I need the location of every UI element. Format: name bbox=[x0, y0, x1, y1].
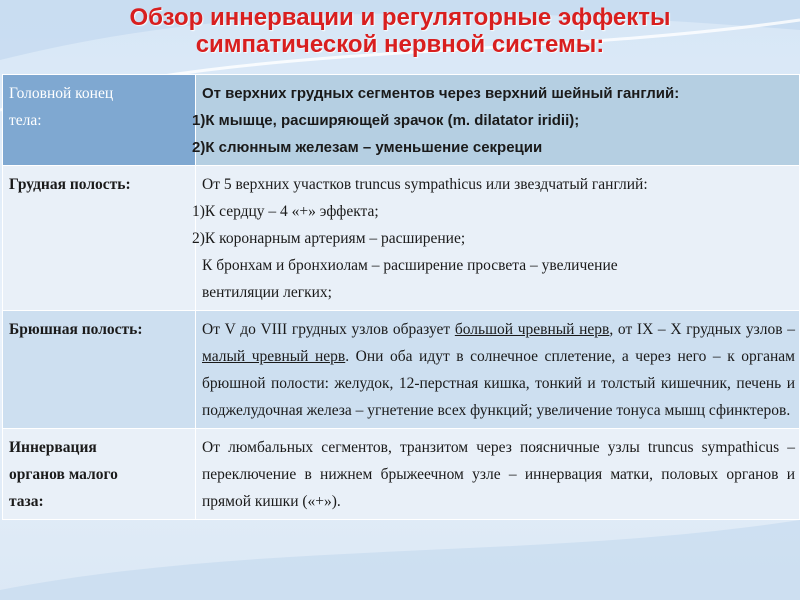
row-label-line: Иннервация bbox=[9, 439, 97, 456]
text-fragment: . Они оба идут в солнечное сплетение, а через него – к органам брюшной полости: желудок, 12-перстная кишка, тонкий и толстый кишечник, печень и поджелудочная железа – угнетение всех функций; увеличение тонуса мышц сфинктеров. bbox=[202, 348, 795, 419]
row-label-abdominal bbox=[3, 311, 196, 429]
table-row-head-end bbox=[3, 75, 800, 166]
row-label-line: Брюшная полость: bbox=[9, 321, 143, 338]
row-label-line: Головной конец bbox=[9, 85, 114, 102]
table-row-abdominal bbox=[3, 311, 800, 429]
row-label-pelvic bbox=[3, 429, 196, 520]
row-content-head bbox=[192, 75, 800, 166]
row-label-head bbox=[3, 75, 196, 166]
text-fragment: От V до VIII грудных узлов образует bbox=[202, 321, 455, 338]
underlined-term: большой чревный нерв bbox=[454, 321, 610, 338]
row-label-line: тела: bbox=[9, 112, 42, 129]
innervation-table bbox=[2, 74, 800, 520]
list-item: 2)К коронарным артериям – расширение; bbox=[192, 230, 466, 247]
table-row-thoracic bbox=[3, 166, 800, 311]
row-text: От люмбальных сегментов, транзитом через поясничные узлы truncus sympathicus – переключение в нижнем брыжеечном узле – иннервация матки, половых органов и прямой кишки («+»). bbox=[202, 439, 795, 510]
row-label-thoracic bbox=[3, 166, 196, 311]
row-content-thoracic bbox=[192, 166, 800, 311]
page-title bbox=[0, 4, 800, 58]
row-tail-text: К бронхам и бронхиолам – расширение просвета – увеличение bbox=[202, 257, 618, 274]
row-label-line: Грудная полость: bbox=[9, 176, 131, 193]
list-item: 1)К сердцу – 4 «+» эффекта; bbox=[192, 203, 379, 220]
row-lead-text: От верхних грудных сегментов через верхний шейный ганглий: bbox=[202, 85, 680, 102]
list-item: 1)К мышце, расширяющей зрачок (m. dilatator iridii); bbox=[192, 112, 580, 129]
title-line-2: симпатической нервной системы: bbox=[195, 31, 605, 58]
list-item: 2)К слюнным железам – уменьшение секреции bbox=[192, 139, 543, 156]
row-label-line: таза: bbox=[9, 493, 44, 510]
title-line-1: Обзор иннервации и регуляторные эффекты bbox=[129, 4, 671, 31]
table-row-pelvic bbox=[3, 429, 800, 520]
underlined-term: малый чревный нерв bbox=[202, 348, 346, 365]
row-label-line: органов малого bbox=[9, 466, 118, 483]
row-content-abdominal bbox=[196, 311, 800, 429]
row-lead-text: От 5 верхних участков truncus sympathicus или звездчатый ганглий: bbox=[202, 176, 648, 193]
row-content-pelvic bbox=[196, 429, 800, 520]
row-tail-text: вентиляции легких; bbox=[202, 284, 332, 301]
text-fragment: , от IX – X грудных узлов – bbox=[609, 321, 795, 338]
